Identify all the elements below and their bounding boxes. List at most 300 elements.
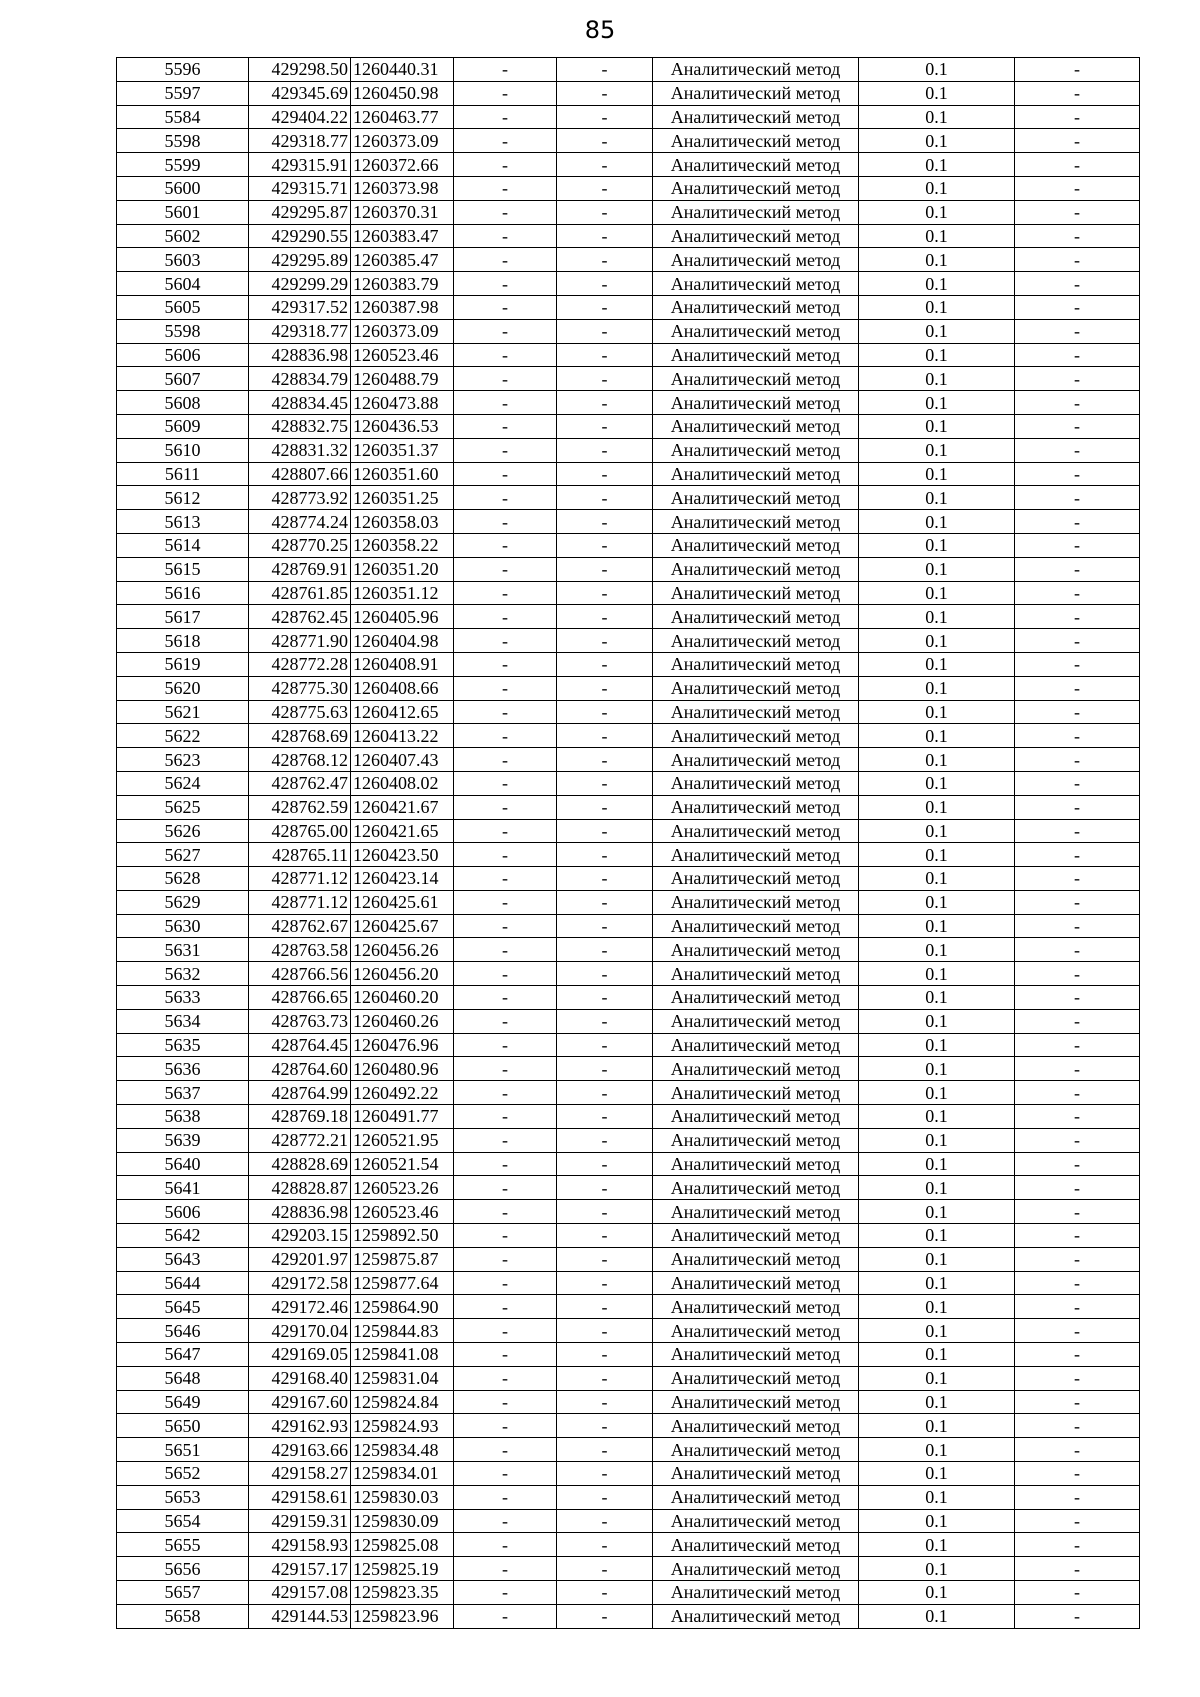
y-coordinate-cell: 1260463.77 [351,105,454,129]
dash-cell: - [1015,962,1140,986]
dash-cell: - [454,914,557,938]
dash-cell: - [454,224,557,248]
y-coordinate-cell: 1260460.26 [351,1009,454,1033]
x-coordinate-cell: 429345.69 [249,81,351,105]
dash-cell: - [557,724,653,748]
x-coordinate-cell: 428769.91 [249,557,351,581]
accuracy-cell: 0.1 [859,1224,1015,1248]
dash-cell: - [454,1152,557,1176]
dash-cell: - [454,1057,557,1081]
x-coordinate-cell: 429167.60 [249,1390,351,1414]
y-coordinate-cell: 1260351.60 [351,462,454,486]
accuracy-cell: 0.1 [859,295,1015,319]
accuracy-cell: 0.1 [859,1438,1015,1462]
method-cell: Аналитический метод [653,224,859,248]
method-cell: Аналитический метод [653,1295,859,1319]
dash-cell: - [454,700,557,724]
table-row [117,510,1140,534]
dash-cell: - [1015,1438,1140,1462]
dash-cell: - [454,486,557,510]
y-coordinate-cell: 1260383.79 [351,272,454,296]
table-row [117,200,1140,224]
method-cell: Аналитический метод [653,176,859,200]
table-row [117,962,1140,986]
method-cell: Аналитический метод [653,1247,859,1271]
accuracy-cell: 0.1 [859,771,1015,795]
dash-cell: - [557,105,653,129]
table-row [117,1057,1140,1081]
dash-cell: - [1015,1509,1140,1533]
point-number-cell: 5622 [117,724,249,748]
dash-cell: - [1015,391,1140,415]
table-row [117,986,1140,1010]
point-number-cell: 5637 [117,1081,249,1105]
dash-cell: - [454,367,557,391]
dash-cell: - [1015,58,1140,82]
y-coordinate-cell: 1259831.04 [351,1366,454,1390]
y-coordinate-cell: 1260358.03 [351,510,454,534]
point-number-cell: 5624 [117,771,249,795]
point-number-cell: 5610 [117,438,249,462]
accuracy-cell: 0.1 [859,510,1015,534]
table-row [117,533,1140,557]
dash-cell: - [454,295,557,319]
x-coordinate-cell: 429290.55 [249,224,351,248]
point-number-cell: 5652 [117,1462,249,1486]
dash-cell: - [557,176,653,200]
point-number-cell: 5634 [117,1009,249,1033]
x-coordinate-cell: 428762.47 [249,771,351,795]
dash-cell: - [557,1485,653,1509]
method-cell: Аналитический метод [653,843,859,867]
y-coordinate-cell: 1259824.84 [351,1390,454,1414]
dash-cell: - [1015,414,1140,438]
y-coordinate-cell: 1260373.98 [351,176,454,200]
accuracy-cell: 0.1 [859,1366,1015,1390]
dash-cell: - [454,629,557,653]
dash-cell: - [1015,581,1140,605]
dash-cell: - [454,1557,557,1581]
method-cell: Аналитический метод [653,295,859,319]
dash-cell: - [557,153,653,177]
point-number-cell: 5631 [117,938,249,962]
point-number-cell: 5620 [117,676,249,700]
y-coordinate-cell: 1259877.64 [351,1271,454,1295]
y-coordinate-cell: 1260523.46 [351,1200,454,1224]
dash-cell: - [1015,1247,1140,1271]
x-coordinate-cell: 429315.71 [249,176,351,200]
x-coordinate-cell: 428766.65 [249,986,351,1010]
table-row [117,319,1140,343]
point-number-cell: 5645 [117,1295,249,1319]
dash-cell: - [454,200,557,224]
y-coordinate-cell: 1260387.98 [351,295,454,319]
dash-cell: - [557,652,653,676]
y-coordinate-cell: 1260476.96 [351,1033,454,1057]
dash-cell: - [1015,1319,1140,1343]
accuracy-cell: 0.1 [859,605,1015,629]
table-row [117,58,1140,82]
dash-cell: - [557,1057,653,1081]
dash-cell: - [454,1271,557,1295]
method-cell: Аналитический метод [653,533,859,557]
method-cell: Аналитический метод [653,81,859,105]
method-cell: Аналитический метод [653,795,859,819]
dash-cell: - [454,1438,557,1462]
method-cell: Аналитический метод [653,1271,859,1295]
x-coordinate-cell: 428834.79 [249,367,351,391]
table-row [117,1247,1140,1271]
point-number-cell: 5633 [117,986,249,1010]
point-number-cell: 5651 [117,1438,249,1462]
method-cell: Аналитический метод [653,319,859,343]
method-cell: Аналитический метод [653,1057,859,1081]
y-coordinate-cell: 1260488.79 [351,367,454,391]
y-coordinate-cell: 1260383.47 [351,224,454,248]
x-coordinate-cell: 429169.05 [249,1343,351,1367]
dash-cell: - [454,1128,557,1152]
point-number-cell: 5628 [117,867,249,891]
method-cell: Аналитический метод [653,1533,859,1557]
accuracy-cell: 0.1 [859,224,1015,248]
method-cell: Аналитический метод [653,1224,859,1248]
dash-cell: - [454,343,557,367]
dash-cell: - [454,176,557,200]
x-coordinate-cell: 428763.58 [249,938,351,962]
dash-cell: - [1015,1200,1140,1224]
dash-cell: - [454,724,557,748]
y-coordinate-cell: 1260351.20 [351,557,454,581]
accuracy-cell: 0.1 [859,1176,1015,1200]
dash-cell: - [557,1152,653,1176]
accuracy-cell: 0.1 [859,676,1015,700]
y-coordinate-cell: 1259864.90 [351,1295,454,1319]
method-cell: Аналитический метод [653,748,859,772]
dash-cell: - [454,414,557,438]
point-number-cell: 5643 [117,1247,249,1271]
point-number-cell: 5597 [117,81,249,105]
dash-cell: - [1015,486,1140,510]
method-cell: Аналитический метод [653,986,859,1010]
accuracy-cell: 0.1 [859,105,1015,129]
point-number-cell: 5627 [117,843,249,867]
accuracy-cell: 0.1 [859,1033,1015,1057]
dash-cell: - [557,1462,653,1486]
dash-cell: - [1015,867,1140,891]
y-coordinate-cell: 1259841.08 [351,1343,454,1367]
y-coordinate-cell: 1260358.22 [351,533,454,557]
dash-cell: - [1015,438,1140,462]
dash-cell: - [1015,81,1140,105]
point-number-cell: 5606 [117,343,249,367]
y-coordinate-cell: 1259844.83 [351,1319,454,1343]
y-coordinate-cell: 1260408.02 [351,771,454,795]
point-number-cell: 5618 [117,629,249,653]
dash-cell: - [1015,1009,1140,1033]
x-coordinate-cell: 428775.63 [249,700,351,724]
accuracy-cell: 0.1 [859,248,1015,272]
table-row [117,867,1140,891]
table-row [117,724,1140,748]
method-cell: Аналитический метод [653,510,859,534]
dash-cell: - [557,200,653,224]
y-coordinate-cell: 1260423.14 [351,867,454,891]
dash-cell: - [1015,343,1140,367]
accuracy-cell: 0.1 [859,319,1015,343]
accuracy-cell: 0.1 [859,1105,1015,1129]
dash-cell: - [1015,200,1140,224]
dash-cell: - [454,1081,557,1105]
dash-cell: - [557,748,653,772]
point-number-cell: 5635 [117,1033,249,1057]
x-coordinate-cell: 429317.52 [249,295,351,319]
table-row [117,1271,1140,1295]
y-coordinate-cell: 1259824.93 [351,1414,454,1438]
y-coordinate-cell: 1260523.26 [351,1176,454,1200]
accuracy-cell: 0.1 [859,700,1015,724]
dash-cell: - [1015,1295,1140,1319]
x-coordinate-cell: 428836.98 [249,343,351,367]
dash-cell: - [454,1319,557,1343]
point-number-cell: 5615 [117,557,249,581]
table-row [117,938,1140,962]
point-number-cell: 5654 [117,1509,249,1533]
method-cell: Аналитический метод [653,272,859,296]
dash-cell: - [557,843,653,867]
dash-cell: - [557,771,653,795]
accuracy-cell: 0.1 [859,1247,1015,1271]
point-number-cell: 5611 [117,462,249,486]
table-row [117,176,1140,200]
accuracy-cell: 0.1 [859,1604,1015,1628]
point-number-cell: 5598 [117,319,249,343]
dash-cell: - [1015,1033,1140,1057]
dash-cell: - [454,652,557,676]
x-coordinate-cell: 428764.99 [249,1081,351,1105]
dash-cell: - [557,1509,653,1533]
point-number-cell: 5616 [117,581,249,605]
accuracy-cell: 0.1 [859,1081,1015,1105]
dash-cell: - [454,1295,557,1319]
dash-cell: - [1015,748,1140,772]
y-coordinate-cell: 1260413.22 [351,724,454,748]
dash-cell: - [454,843,557,867]
x-coordinate-cell: 429157.17 [249,1557,351,1581]
dash-cell: - [1015,176,1140,200]
dash-cell: - [454,438,557,462]
y-coordinate-cell: 1260373.09 [351,129,454,153]
table-row [117,1533,1140,1557]
table-row [117,1390,1140,1414]
x-coordinate-cell: 428761.85 [249,581,351,605]
y-coordinate-cell: 1260385.47 [351,248,454,272]
method-cell: Аналитический метод [653,153,859,177]
point-number-cell: 5607 [117,367,249,391]
table-row [117,1366,1140,1390]
y-coordinate-cell: 1260460.20 [351,986,454,1010]
dash-cell: - [557,295,653,319]
point-number-cell: 5655 [117,1533,249,1557]
dash-cell: - [1015,462,1140,486]
table-row [117,1414,1140,1438]
point-number-cell: 5656 [117,1557,249,1581]
dash-cell: - [454,938,557,962]
table-row [117,1033,1140,1057]
dash-cell: - [557,629,653,653]
y-coordinate-cell: 1260372.66 [351,153,454,177]
y-coordinate-cell: 1260407.43 [351,748,454,772]
dash-cell: - [454,771,557,795]
y-coordinate-cell: 1260351.37 [351,438,454,462]
accuracy-cell: 0.1 [859,367,1015,391]
dash-cell: - [1015,129,1140,153]
x-coordinate-cell: 429404.22 [249,105,351,129]
table-row [117,438,1140,462]
dash-cell: - [1015,367,1140,391]
dash-cell: - [454,1414,557,1438]
dash-cell: - [557,1366,653,1390]
y-coordinate-cell: 1260405.96 [351,605,454,629]
dash-cell: - [454,890,557,914]
dash-cell: - [1015,1485,1140,1509]
dash-cell: - [557,938,653,962]
dash-cell: - [454,129,557,153]
point-number-cell: 5629 [117,890,249,914]
table-row [117,153,1140,177]
method-cell: Аналитический метод [653,1485,859,1509]
accuracy-cell: 0.1 [859,200,1015,224]
dash-cell: - [454,867,557,891]
dash-cell: - [557,795,653,819]
dash-cell: - [1015,1462,1140,1486]
y-coordinate-cell: 1260492.22 [351,1081,454,1105]
dash-cell: - [1015,533,1140,557]
x-coordinate-cell: 428772.21 [249,1128,351,1152]
method-cell: Аналитический метод [653,676,859,700]
y-coordinate-cell: 1260404.98 [351,629,454,653]
accuracy-cell: 0.1 [859,1057,1015,1081]
accuracy-cell: 0.1 [859,986,1015,1010]
accuracy-cell: 0.1 [859,414,1015,438]
table-row [117,1343,1140,1367]
point-number-cell: 5608 [117,391,249,415]
dash-cell: - [557,81,653,105]
y-coordinate-cell: 1260491.77 [351,1105,454,1129]
accuracy-cell: 0.1 [859,343,1015,367]
x-coordinate-cell: 429298.50 [249,58,351,82]
method-cell: Аналитический метод [653,819,859,843]
y-coordinate-cell: 1260412.65 [351,700,454,724]
method-cell: Аналитический метод [653,557,859,581]
method-cell: Аналитический метод [653,1152,859,1176]
dash-cell: - [1015,1390,1140,1414]
table-row [117,1557,1140,1581]
dash-cell: - [557,1176,653,1200]
x-coordinate-cell: 428762.59 [249,795,351,819]
accuracy-cell: 0.1 [859,1295,1015,1319]
table-row [117,1009,1140,1033]
method-cell: Аналитический метод [653,58,859,82]
y-coordinate-cell: 1259823.96 [351,1604,454,1628]
table-row [117,676,1140,700]
x-coordinate-cell: 428773.92 [249,486,351,510]
dash-cell: - [557,1271,653,1295]
x-coordinate-cell: 429318.77 [249,319,351,343]
dash-cell: - [1015,1604,1140,1628]
y-coordinate-cell: 1260351.25 [351,486,454,510]
x-coordinate-cell: 428765.11 [249,843,351,867]
method-cell: Аналитический метод [653,248,859,272]
dash-cell: - [1015,890,1140,914]
table-row [117,391,1140,415]
accuracy-cell: 0.1 [859,1485,1015,1509]
accuracy-cell: 0.1 [859,867,1015,891]
accuracy-cell: 0.1 [859,795,1015,819]
accuracy-cell: 0.1 [859,1128,1015,1152]
dash-cell: - [1015,510,1140,534]
table-row [117,1224,1140,1248]
x-coordinate-cell: 429158.61 [249,1485,351,1509]
x-coordinate-cell: 428775.30 [249,676,351,700]
accuracy-cell: 0.1 [859,581,1015,605]
accuracy-cell: 0.1 [859,557,1015,581]
dash-cell: - [454,58,557,82]
x-coordinate-cell: 428764.45 [249,1033,351,1057]
method-cell: Аналитический метод [653,414,859,438]
method-cell: Аналитический метод [653,1390,859,1414]
method-cell: Аналитический метод [653,962,859,986]
y-coordinate-cell: 1260440.31 [351,58,454,82]
point-number-cell: 5602 [117,224,249,248]
dash-cell: - [557,438,653,462]
dash-cell: - [557,1343,653,1367]
x-coordinate-cell: 429158.93 [249,1533,351,1557]
point-number-cell: 5632 [117,962,249,986]
dash-cell: - [1015,1581,1140,1605]
table-row [117,890,1140,914]
dash-cell: - [557,1295,653,1319]
accuracy-cell: 0.1 [859,1200,1015,1224]
dash-cell: - [557,1557,653,1581]
dash-cell: - [454,1509,557,1533]
dash-cell: - [557,867,653,891]
dash-cell: - [1015,1414,1140,1438]
table-row [117,248,1140,272]
table-row [117,486,1140,510]
dash-cell: - [1015,1343,1140,1367]
dash-cell: - [454,1604,557,1628]
method-cell: Аналитический метод [653,1581,859,1605]
dash-cell: - [1015,676,1140,700]
dash-cell: - [557,1009,653,1033]
table-row [117,1176,1140,1200]
dash-cell: - [557,1581,653,1605]
dash-cell: - [1015,1152,1140,1176]
accuracy-cell: 0.1 [859,1557,1015,1581]
dash-cell: - [454,1033,557,1057]
y-coordinate-cell: 1260423.50 [351,843,454,867]
x-coordinate-cell: 429318.77 [249,129,351,153]
dash-cell: - [454,819,557,843]
dash-cell: - [557,1604,653,1628]
y-coordinate-cell: 1259892.50 [351,1224,454,1248]
dash-cell: - [454,1247,557,1271]
method-cell: Аналитический метод [653,105,859,129]
dash-cell: - [557,462,653,486]
point-number-cell: 5598 [117,129,249,153]
point-number-cell: 5657 [117,1581,249,1605]
accuracy-cell: 0.1 [859,438,1015,462]
